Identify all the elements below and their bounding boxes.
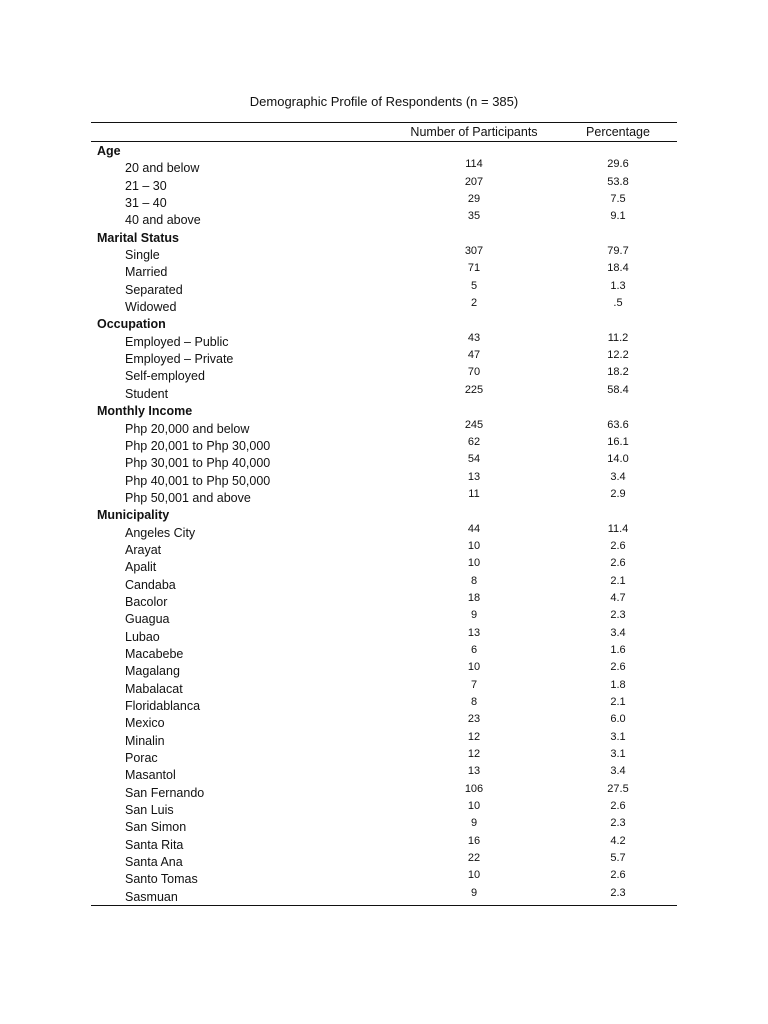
percentage-value: 18.2 xyxy=(607,366,629,379)
percentage-value: 3.4 xyxy=(610,765,626,778)
row-label: 40 and above xyxy=(125,213,201,228)
participant-count: 5 xyxy=(470,279,478,292)
percentage-value: .5 xyxy=(613,297,623,310)
row-label: Sasmuan xyxy=(125,889,178,904)
category-label: Marital Status xyxy=(97,230,179,245)
row-label: Arayat xyxy=(125,542,162,557)
header-number-of-participants: Number of Participants xyxy=(410,125,538,139)
percentage-value: 2.1 xyxy=(610,696,626,708)
row-label: Php 40,001 to Php 50,000 xyxy=(125,473,271,488)
percentage-value: 11.2 xyxy=(607,331,629,344)
participant-count: 10 xyxy=(467,800,481,813)
percentage-value: 29.6 xyxy=(607,158,629,171)
table-title: Demographic Profile of Respondents (n = 385) xyxy=(249,94,519,109)
participant-count: 9 xyxy=(470,886,478,899)
row-label: Santa Rita xyxy=(125,837,184,852)
row-label: San Simon xyxy=(125,820,187,835)
percentage-value: 63.6 xyxy=(607,418,629,431)
participant-count: 11 xyxy=(468,487,480,500)
percentage-value: 12.2 xyxy=(607,349,629,362)
percentage-value: 58.4 xyxy=(607,383,629,396)
participant-count: 9 xyxy=(470,817,478,830)
percentage-value: 2.9 xyxy=(610,487,626,500)
header-percentage: Percentage xyxy=(586,125,650,139)
row-label: Student xyxy=(125,386,169,401)
percentage-value: 2.3 xyxy=(610,886,626,899)
percentage-value: 11.4 xyxy=(607,522,629,535)
participant-count: 35 xyxy=(467,210,481,223)
percentage-value: 2.6 xyxy=(610,869,626,882)
participant-count: 12 xyxy=(467,730,481,743)
row-label: San Luis xyxy=(125,803,174,818)
percentage-value: 2.6 xyxy=(610,539,626,552)
percentage-value: 2.3 xyxy=(610,609,626,622)
table-row xyxy=(91,489,677,506)
row-label: Employed – Private xyxy=(125,352,234,367)
percentage-value: 1.8 xyxy=(610,678,626,691)
participant-count: 13 xyxy=(467,470,481,483)
participant-count: 2 xyxy=(470,297,478,310)
percentage-value: 2.6 xyxy=(610,661,626,674)
percentage-value: 2.3 xyxy=(610,817,626,830)
category-label: Occupation xyxy=(97,317,166,332)
row-label: Php 20,000 and below xyxy=(125,421,250,436)
percentage-value: 1.6 xyxy=(610,643,626,656)
row-label: Php 30,001 to Php 40,000 xyxy=(125,456,271,471)
participant-count: 23 xyxy=(467,713,481,726)
percentage-value: 2.6 xyxy=(610,800,626,813)
table-row xyxy=(91,888,677,905)
percentage-value: 7.5 xyxy=(610,193,626,206)
row-label: Macabebe xyxy=(125,646,184,661)
percentage-value: 14.0 xyxy=(607,453,629,466)
percentage-value: 53.8 xyxy=(607,175,629,188)
row-label: Lubao xyxy=(125,629,160,644)
participant-count: 6 xyxy=(470,643,478,656)
participant-count: 62 xyxy=(467,435,481,448)
percentage-value: 3.1 xyxy=(610,730,626,743)
percentage-value: 1.3 xyxy=(610,279,626,292)
participant-count: 8 xyxy=(470,696,478,708)
percentage-value: 2.6 xyxy=(610,557,626,570)
percentage-value: 3.4 xyxy=(610,470,626,483)
row-label: Php 20,001 to Php 30,000 xyxy=(125,438,271,453)
table-row xyxy=(91,298,677,315)
row-label: Santa Ana xyxy=(125,855,183,870)
row-label: Married xyxy=(125,265,168,280)
percentage-value: 6.0 xyxy=(610,713,626,726)
participant-count: 307 xyxy=(464,245,484,258)
participant-count: 10 xyxy=(467,661,481,674)
participant-count: 10 xyxy=(467,539,481,552)
row-label: Floridablanca xyxy=(125,699,201,713)
participant-count: 29 xyxy=(467,193,481,206)
percentage-value: 16.1 xyxy=(607,435,629,448)
category-label: Age xyxy=(97,144,121,158)
participant-count: 225 xyxy=(464,383,484,396)
participant-count: 44 xyxy=(467,522,481,535)
row-label: San Fernando xyxy=(125,785,205,800)
row-label: Santo Tomas xyxy=(125,872,198,887)
participant-count: 207 xyxy=(464,175,484,188)
participant-count: 114 xyxy=(465,158,483,171)
participant-count: 22 xyxy=(467,852,481,865)
demographic-table xyxy=(91,122,677,906)
participant-count: 8 xyxy=(470,574,478,587)
row-label: Angeles City xyxy=(125,525,196,540)
category-label: Monthly Income xyxy=(97,404,193,419)
table-body xyxy=(91,142,677,905)
row-label: Single xyxy=(125,248,160,263)
participant-count: 43 xyxy=(467,331,481,344)
row-label: Employed – Public xyxy=(125,334,229,349)
percentage-value: 4.2 xyxy=(610,834,626,847)
participant-count: 7 xyxy=(470,678,478,691)
row-label: Bacolor xyxy=(125,594,168,609)
participant-count: 54 xyxy=(467,453,481,466)
participant-count: 10 xyxy=(467,557,481,570)
participant-count: 16 xyxy=(467,834,481,847)
row-label: Mexico xyxy=(125,716,165,731)
row-label: Apalit xyxy=(125,560,157,575)
row-label: Separated xyxy=(125,282,183,297)
percentage-value: 18.4 xyxy=(607,262,629,275)
participant-count: 13 xyxy=(467,765,481,778)
participant-count: 245 xyxy=(464,418,484,431)
table-header xyxy=(91,123,677,142)
participant-count: 12 xyxy=(467,748,481,761)
percentage-value: 4.7 xyxy=(610,591,626,604)
row-label: Magalang xyxy=(125,664,180,679)
row-label: Php 50,001 and above xyxy=(125,490,251,505)
participant-count: 71 xyxy=(467,262,481,275)
category-label: Municipality xyxy=(97,508,170,523)
row-label: Masantol xyxy=(125,768,176,783)
participant-count: 10 xyxy=(467,869,481,882)
participant-count: 9 xyxy=(470,609,478,622)
percentage-value: 3.1 xyxy=(610,748,626,761)
table-row xyxy=(91,211,677,228)
row-label: Widowed xyxy=(125,300,177,315)
percentage-value: 3.4 xyxy=(610,626,626,639)
row-label: Minalin xyxy=(125,733,165,748)
percentage-value: 79.7 xyxy=(607,245,629,258)
participant-count: 70 xyxy=(467,366,481,379)
participant-count: 47 xyxy=(467,349,481,362)
percentage-value: 2.1 xyxy=(610,574,626,587)
row-label: 21 – 30 xyxy=(125,178,167,193)
row-label: Guagua xyxy=(125,612,170,627)
table-row xyxy=(91,385,677,402)
row-label: 31 – 40 xyxy=(125,196,167,211)
row-label: Porac xyxy=(125,751,158,766)
percentage-value: 27.5 xyxy=(607,782,629,795)
participant-count: 106 xyxy=(464,782,484,795)
percentage-value: 5.7 xyxy=(610,852,626,865)
percentage-value: 9.1 xyxy=(610,210,626,223)
row-label: Self-employed xyxy=(125,369,205,384)
participant-count: 13 xyxy=(467,626,481,639)
participant-count: 18 xyxy=(467,591,481,604)
row-label: Mabalacat xyxy=(125,681,183,696)
row-label: 20 and below xyxy=(125,161,200,176)
row-label: Candaba xyxy=(125,577,176,592)
